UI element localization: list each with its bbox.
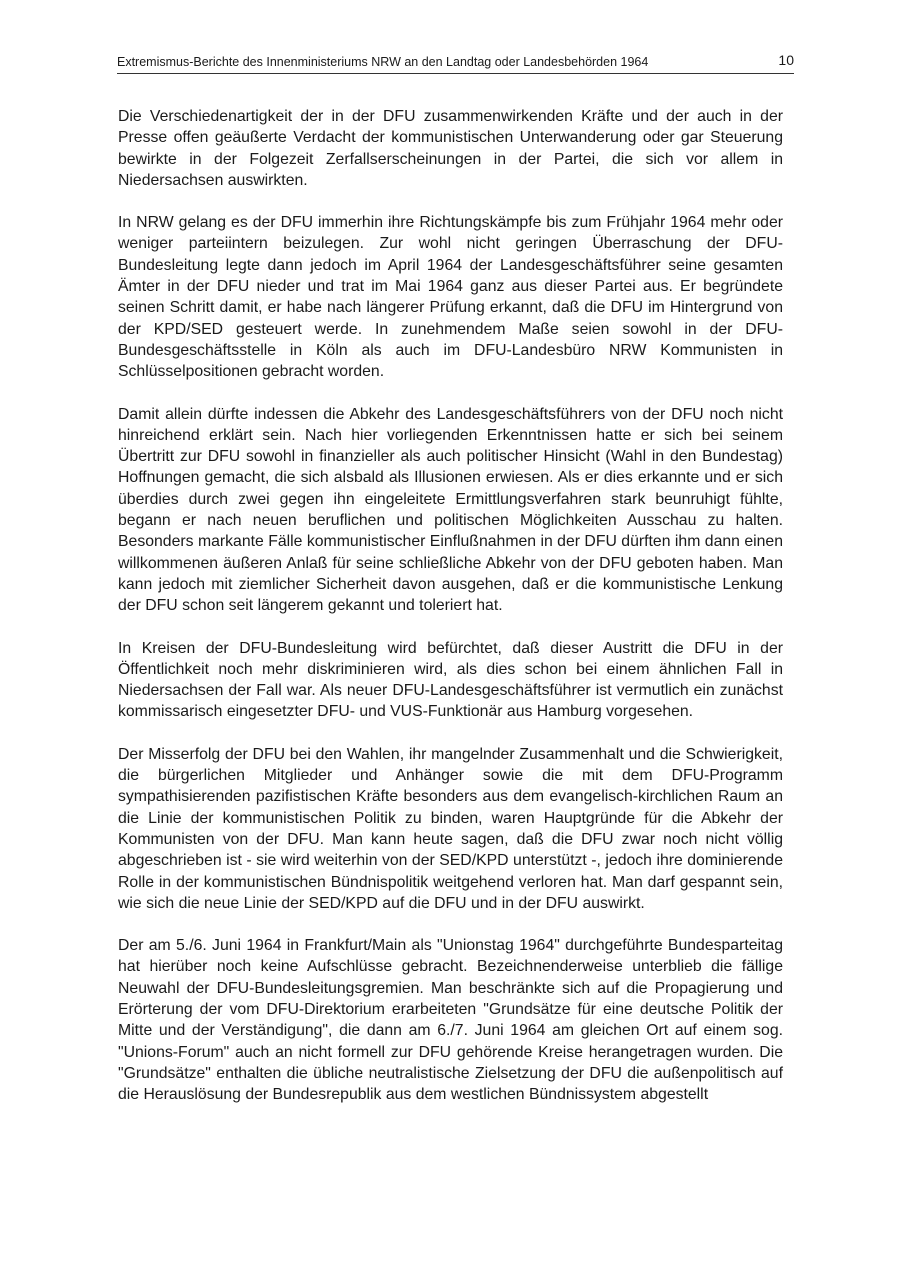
page-number: 10	[778, 52, 794, 68]
header-title: Extremismus-Berichte des Innenministeriums NRW an den Landtag oder Landesbehörden 1964	[117, 55, 649, 69]
page-header	[117, 53, 794, 74]
paragraph: In NRW gelang es der DFU immerhin ihre Richtungskämpfe bis zum Frühjahr 1964 mehr oder weniger parteiintern beizulegen. Zur wohl nicht geringen Überraschung der DFU-Bundesleitung legte dann jedoch im April 1964 der Landesgeschäftsführer seine gesamten Ämter in der DFU nieder und trat im Mai 1964 ganz aus dieser Partei aus. Er begründete seinen Schritt damit, er habe nach längerer Prüfung erkannt, daß die DFU im Hintergrund von der KPD/SED gesteuert werde. In zunehmendem Maße seien sowohl in der DFU-Bundesgeschäftsstelle in Köln als auch im DFU-Landesbüro NRW Kommunisten in Schlüsselpositionen gebracht worden.	[118, 214, 783, 381]
paragraph: In Kreisen der DFU-Bundesleitung wird befürchtet, daß dieser Austritt die DFU in der Öffentlichkeit noch mehr diskriminieren wird, als dies schon bei einem ähnlichen Fall in Niedersachsen der Fall war. Als neuer DFU-Landesgeschäftsführer ist vermutlich ein zunächst kommissarisch eingesetzter DFU- und VUS-Funktionär aus Hamburg vorgesehen.	[118, 639, 783, 721]
paragraph: Damit allein dürfte indessen die Abkehr des Landesgeschäftsführers von der DFU noch nicht hinreichend erklärt sein. Nach hier vorliegenden Erkenntnissen hatte er sich bei seinem Übertritt zur DFU sowohl in finanzieller als auch politischer Hinsicht (Wahl in den Bundestag) Hoffnungen gemacht, die sich alsbald als Illusionen erwiesen. Als er dies erkannte und er sich überdies durch zwei gegen ihn eingeleitete Ermittlungsverfahren stark beunruhigt fühlte, begann er nach neuen beruflichen und politischen Möglichkeiten Ausschau zu halten. Besonders markante Fälle kommunistischer Einflußnahmen in der DFU dürften ihm dann einen willkommenen äußeren Anlaß für seine schließliche Abkehr von der DFU geboten haben. Man kann jedoch mit ziemlicher Sicherheit davon ausgehen, daß er die kommunistische Lenkung der DFU schon seit längerem gekannt und toleriert hat.	[118, 405, 783, 615]
paragraph: Der am 5./6. Juni 1964 in Frankfurt/Main als "Unionstag 1964" durchgeführte Bundesparteitag hat hierüber noch keine Aufschlüsse gebracht. Bezeichnenderweise unterblieb die fällige Neuwahl der DFU-Bundesleitungsgremien. Man beschränkte sich auf die Propagierung und Erörterung der vom DFU-Direktorium erarbeiteten "Grundsätze für eine deutsche Politik der Mitte und der Verständigung", die dann am 6./7. Juni 1964 am gleichen Ort auf einem sog. "Unions-Forum" auch an nicht formell zur DFU gehörende Kreise herangetragen wurden. Die "Grundsätze" enthalten die übliche neutralistische Zielsetzung der DFU die außenpolitisch auf die Herauslösung der Bundesrepublik aus dem westlichen Bündnissystem abgestellt	[118, 937, 783, 1104]
paragraph: Der Misserfolg der DFU bei den Wahlen, ihr mangelnder Zusammenhalt und die Schwierigkeit, die bürgerlichen Mitglieder und Anhänger sowie die mit dem DFU-Programm sympathisierenden pazifistischen Kräfte besonders aus dem evangelisch-kirchlichen Raum an die Linie der kommunistischen Politik zu binden, waren Hauptgründe für die Abkehr der Kommunisten von der DFU. Man kann heute sagen, daß die DFU zwar noch nicht völlig abgeschrieben ist - sie wird weiterhin von der SED/KPD unterstützt -, jedoch ihre dominierende Rolle in der kommunistischen Bündnispolitik weitgehend verloren hat. Man darf gespannt sein, wie sich die neue Linie der SED/KPD auf die DFU und in der DFU auswirkt.	[118, 745, 783, 912]
paragraph: Die Verschiedenartigkeit der in der DFU zusammenwirkenden Kräfte und der auch in der Presse offen geäußerte Verdacht der kommunistischen Unterwanderung oder gar Steuerung bewirkte in der Folgezeit Zerfallserscheinungen in der Partei, die sich vor allem in Niedersachsen auswirkten.	[118, 108, 783, 189]
document-body	[118, 106, 783, 1126]
